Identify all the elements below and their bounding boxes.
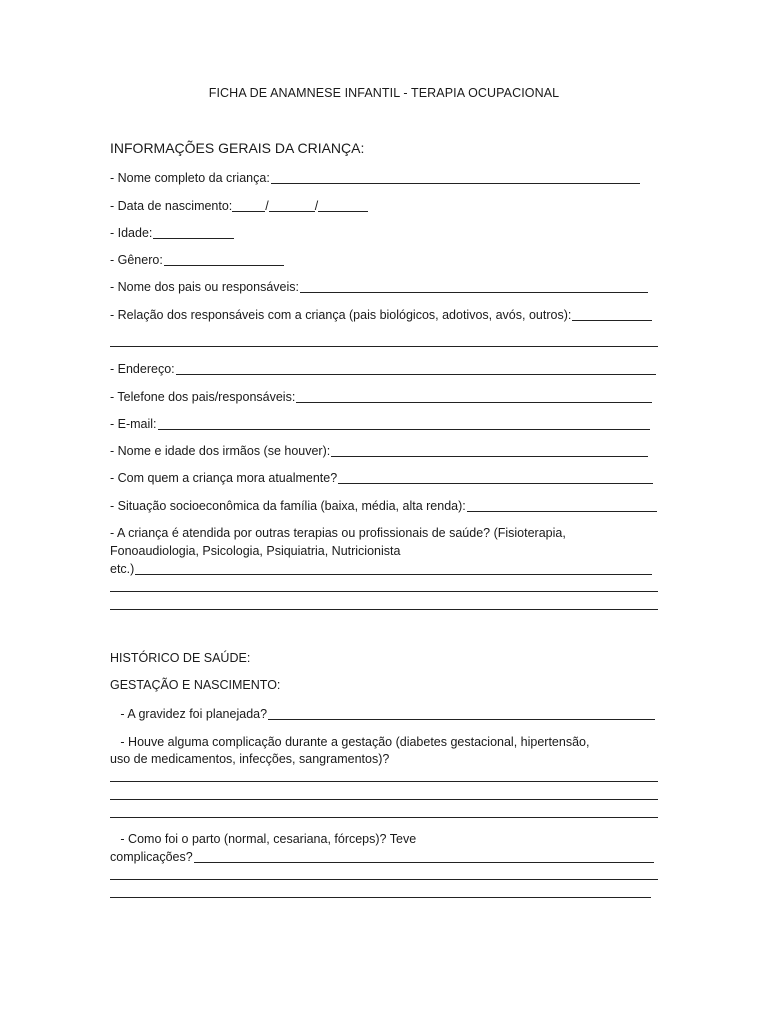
birth-date-sep-2: / [314, 199, 319, 213]
birth-date-field[interactable] [110, 197, 368, 215]
parents-name-line[interactable] [300, 292, 648, 293]
phone-line[interactable] [296, 402, 652, 403]
health-history-heading: HISTÓRICO DE SAÚDE: [110, 651, 251, 665]
siblings-label: - Nome e idade dos irmãos (se houver): [110, 444, 331, 458]
birth-date-label: - Data de nascimento: [110, 199, 233, 213]
email-label: - E-mail: [110, 417, 157, 431]
therapies-writing-line-2[interactable] [110, 609, 658, 610]
therapies-question-line-1: - A criança é atendida por outras terapias ou profissionais de saúde? (Fisioterapia, [110, 526, 566, 540]
address-line[interactable] [176, 374, 656, 375]
birth-question-line-1: - Como foi o parto (normal, cesariana, fórceps)? Teve [110, 832, 417, 846]
age-label: - Idade: [110, 226, 153, 240]
therapies-question-line-2: Fonoaudiologia, Psicologia, Psiquiatria, Nutricionista [110, 544, 401, 558]
planned-pregnancy-field[interactable] [110, 705, 655, 723]
parents-name-label: - Nome dos pais ou responsáveis: [110, 280, 299, 294]
relation-field[interactable] [110, 306, 652, 324]
gender-field[interactable] [110, 251, 284, 269]
complication-writing-line-1[interactable] [110, 781, 658, 782]
birth-complications-field[interactable] [110, 848, 654, 866]
complication-writing-line-2[interactable] [110, 799, 658, 800]
birth-date-sep-1: / [265, 199, 269, 213]
birth-writing-line-1[interactable] [110, 879, 658, 880]
email-field[interactable] [110, 415, 650, 433]
relation-writing-line[interactable] [110, 346, 658, 347]
full-name-field[interactable] [110, 169, 640, 187]
full-name-label: - Nome completo da criança: [110, 171, 270, 185]
complication-question-line-2: uso de medicamentos, infecções, sangramentos)? [110, 752, 390, 766]
birth-question-line-2: complicações? [110, 850, 193, 864]
gender-line[interactable] [164, 265, 284, 266]
complication-writing-line-3[interactable] [110, 817, 658, 818]
email-line[interactable] [158, 429, 650, 430]
therapies-field[interactable] [110, 560, 652, 578]
socioeconomic-label: - Situação socioeconômica da família (baixa, média, alta renda): [110, 499, 466, 513]
birth-writing-line-2[interactable] [110, 897, 651, 898]
socioeconomic-line[interactable] [467, 511, 657, 512]
address-field[interactable] [110, 360, 656, 378]
phone-field[interactable] [110, 388, 652, 406]
lives-with-line[interactable] [338, 483, 653, 484]
birth-day-line[interactable] [232, 211, 265, 212]
siblings-line[interactable] [331, 456, 648, 457]
lives-with-label: - Com quem a criança mora atualmente? [110, 471, 338, 485]
birth-month-line[interactable] [269, 211, 315, 212]
socioeconomic-field[interactable] [110, 497, 657, 515]
form-title: FICHA DE ANAMNESE INFANTIL - TERAPIA OCUPACIONAL [208, 86, 560, 100]
planned-pregnancy-line[interactable] [268, 719, 655, 720]
age-field[interactable] [110, 224, 234, 242]
relation-label: - Relação dos responsáveis com a criança (pais biológicos, adotivos, avós, outros): [110, 308, 572, 322]
address-label: - Endereço: [110, 362, 175, 376]
gender-label: - Gênero: [110, 253, 163, 267]
therapies-question-line-3: etc.) [110, 562, 135, 576]
siblings-field[interactable] [110, 442, 648, 460]
therapies-line[interactable] [135, 574, 652, 575]
general-info-heading: INFORMAÇÕES GERAIS DA CRIANÇA: [110, 140, 365, 156]
planned-pregnancy-label: - A gravidez foi planejada? [110, 707, 268, 721]
lives-with-field[interactable] [110, 469, 653, 487]
birth-complications-line[interactable] [194, 862, 654, 863]
parents-name-field[interactable] [110, 278, 648, 296]
full-name-line[interactable] [271, 183, 640, 184]
therapies-writing-line-1[interactable] [110, 591, 658, 592]
complication-question-line-1: - Houve alguma complicação durante a gestação (diabetes gestacional, hipertensão, [110, 735, 590, 749]
pregnancy-birth-subheading: GESTAÇÃO E NASCIMENTO: [110, 678, 281, 692]
phone-label: - Telefone dos pais/responsáveis: [110, 390, 296, 404]
relation-line[interactable] [572, 320, 652, 321]
age-line[interactable] [153, 238, 234, 239]
birth-year-line[interactable] [318, 211, 368, 212]
